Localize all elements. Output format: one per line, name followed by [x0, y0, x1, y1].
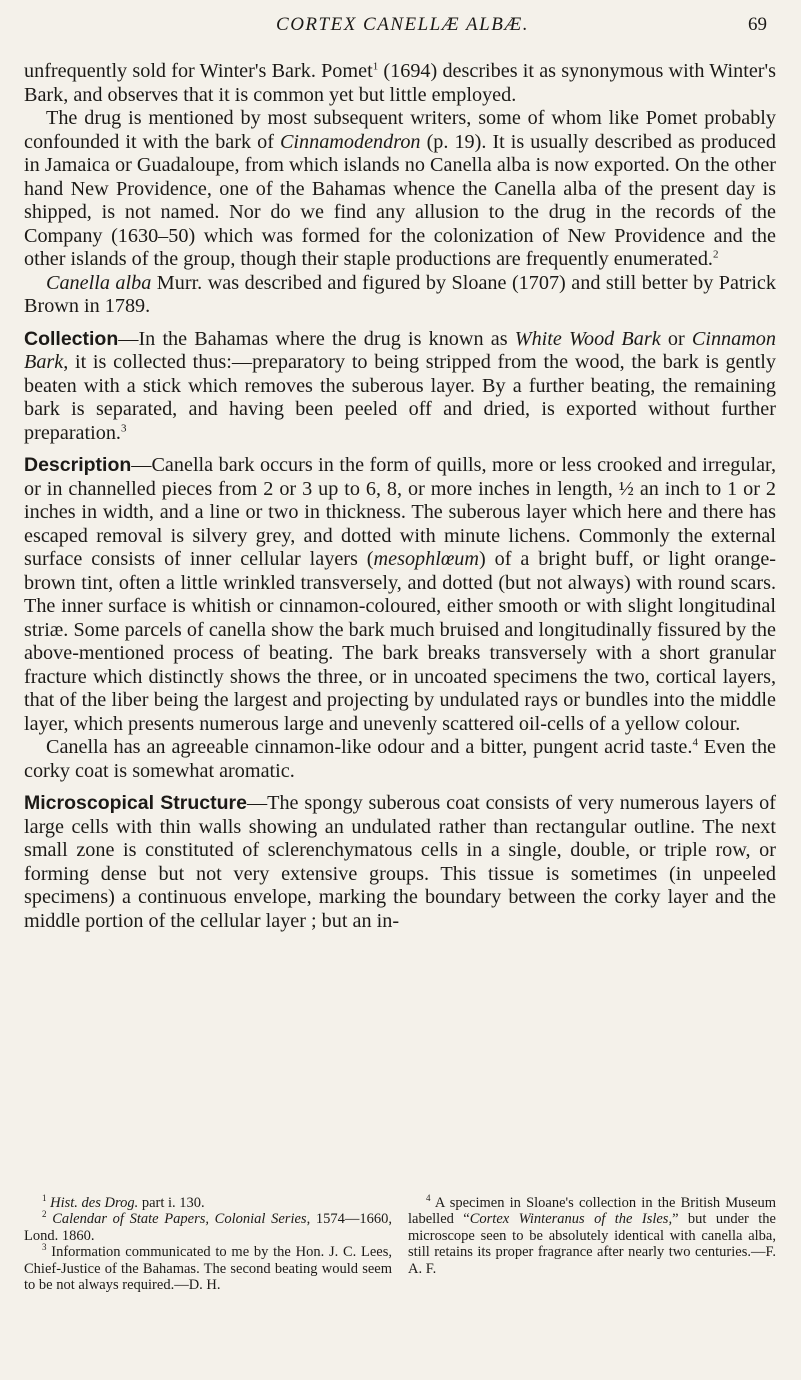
footnotes	[24, 1195, 776, 1293]
paragraph-sloane	[24, 272, 776, 319]
footnote-1	[24, 1195, 392, 1211]
text-span: (p. 19). It is usually described as produced in Jamaica or Guadaloupe, from which islands no Canella alba is now exported. On the other hand New Providence, one of the Bahamas whence the Canella alba of the present day is shipped, is not named. Nor do we find any allusion to the drug in the records of the Company (1630–50) which was formed for the colonization of New Providence and the other islands of the group, though their staple productions are frequently enumerated.	[24, 130, 776, 270]
italic-term: Calendar of State Papers, Colonial Series	[52, 1211, 307, 1228]
text-span: Murr. was described and figured by Sloane (1707) and still better by Patrick Brown in 1789.	[24, 271, 776, 317]
text-span: ” but under the microscope seen to be absolutely identical with canella alba, still retains its proper fragrance after nearly two centuries.—F. A. F.	[408, 1211, 776, 1277]
text-span: —In the Bahamas where the drug is known as	[118, 327, 515, 350]
footnote-number: 4	[426, 1193, 431, 1204]
footnote-4	[408, 1195, 776, 1277]
italic-term: Cortex Winteranus of the Isles,	[469, 1211, 673, 1228]
section-heading-description: Description	[24, 454, 132, 476]
paragraph-microscopical	[24, 792, 776, 933]
body-text	[24, 60, 776, 933]
footnote-ref: 3	[120, 421, 127, 434]
text-span: Canella has an agreeable cinnamon-like odour and a bitter, pungent acrid taste.	[46, 736, 693, 758]
text-span: part i. 130.	[138, 1195, 205, 1211]
text-span: —The spongy suberous coat consists of very numerous layers of large cells with thin walls showing an undulated rather than rectangular outline. The next small zone is constituted of sclerenchymatous cells in a single, double, or triple row, or forming dense but not very extensive groups. This tissue is sometimes (in unpeeled specimens) a continuous envelope, marking the boundary between the corky layer and the middle portion of the cellular layer ; but an in-	[24, 792, 776, 932]
footnotes-left-column	[24, 1195, 392, 1293]
italic-term: Hist. des Drog.	[50, 1195, 139, 1211]
text-span: or	[660, 327, 692, 350]
paragraph-collection	[24, 328, 776, 446]
paragraph-subsequent-writers	[24, 107, 776, 272]
italic-term: White Wood Bark	[514, 327, 661, 350]
footnote-ref: 4	[692, 736, 698, 749]
text-span: —Canella bark occurs in the form of quills, more or less crooked and irregular, or in channelled pieces from 2 or 3 up to 6, 8, or more inches in length, ½ an inch to 1 or 2 inches in width, and a line or two in thickness. The suberous layer which here and there has escaped removal is silvery grey, and dotted with minute lichens. Commonly the external surface consists of inner cellular layers (	[24, 454, 776, 570]
italic-term: mesophlœum	[373, 548, 479, 570]
footnote-2	[24, 1211, 392, 1244]
footnote-number: 3	[42, 1242, 47, 1253]
text-span: Information communicated to me by the Hon. J. C. Lees, Chief-Justice of the Bahamas. The second beating would seem to be not always required.—D. H.	[24, 1244, 393, 1294]
page-number: 69	[748, 14, 767, 35]
italic-term: Cinnamodendron	[279, 130, 421, 153]
text-span: unfrequently sold for Winter's Bark. Pomet	[24, 60, 373, 82]
footnote-3	[24, 1244, 392, 1293]
footnote-ref: 2	[712, 248, 719, 261]
text-span: , it is collected thus:—preparatory to being stripped from the wood, the bark is gently beaten with a stick which removes the suberous layer. By a further beating, the remaining bark is separated, and having been peeled off and dried, is exported without further preparation.	[24, 351, 776, 444]
footnote-number: 1	[42, 1193, 47, 1204]
running-title: CORTEX CANELLÆ ALBÆ.	[276, 14, 529, 35]
text-span: (1694) describes it as synonymous with Winter's Bark, and observes that it is common yet but little employed.	[24, 60, 777, 106]
text-span: A specimen in Sloane's collection in the British Museum labelled “	[408, 1195, 777, 1228]
footnote-number: 2	[42, 1209, 47, 1220]
section-heading-collection: Collection	[24, 327, 119, 350]
footnotes-right-column	[408, 1195, 776, 1293]
italic-term: Canella alba	[46, 271, 152, 294]
text-span: ) of a bright buff, or light orange-brown tint, often a little wrinkled transversely, and dotted (but not always) with round scars. The inner surface is whitish or cinnamon-coloured, either smooth or with slight longitudinal striæ. Some parcels of canella show the bark much bruised and longitudinally fissured by the above-mentioned process of beating. The bark breaks transversely with a short granular fracture which distinctly shows the three, or in uncoated specimens the two, cortical layers, that of the liber being the largest and projecting by undulated rays or bundles into the middle layer, which presents numerous large and unevenly scattered oil-cells of a yellow colour.	[24, 548, 777, 735]
paragraph-taste	[24, 736, 776, 783]
running-head	[28, 14, 777, 44]
italic-term: Cinnamon Bark	[24, 327, 776, 373]
footnote-ref: 1	[372, 60, 379, 73]
text-span: , 1574—1660, Lond. 1860.	[24, 1211, 392, 1244]
text-span: The drug is mentioned by most subsequent writers, some of whom like Pomet probably confounded it with the bark of	[24, 107, 776, 153]
text-span: Even the corky coat is somewhat aromatic.	[24, 736, 776, 782]
paragraph-description	[24, 454, 776, 736]
section-heading-microscopical: Microscopical Structure	[24, 792, 247, 814]
paragraph-winters-bark	[24, 60, 776, 107]
